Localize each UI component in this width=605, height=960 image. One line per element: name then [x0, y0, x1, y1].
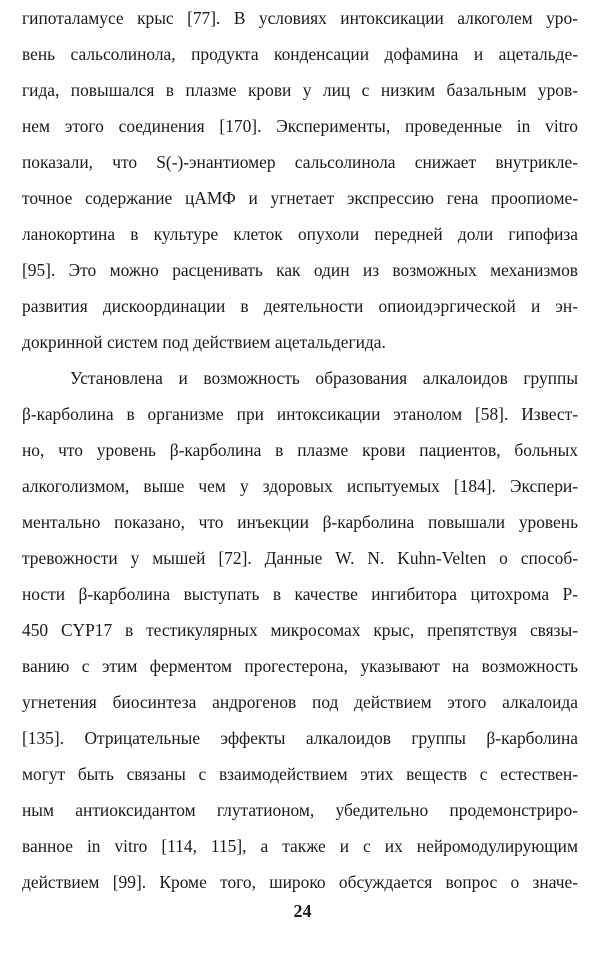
text-line: могут быть связаны с взаимодействием этих веществ с естествен-	[22, 764, 578, 784]
text-line: [95]. Это можно расценивать как один из возможных механизмов	[22, 260, 578, 280]
text-line: но, что уровень β-карболина в плазме крови пациентов, больных	[22, 440, 578, 460]
text-line: развития дискоординации в деятельности опиоидэргической и эн-	[22, 296, 578, 316]
text-line: нем этого соединения [170]. Эксперименты, проведенные in vitro	[22, 116, 578, 136]
text-line: показали, что S(-)-энантиомер сальсолинола снижает внутрикле-	[22, 152, 578, 172]
text-line: ности β-карболина выступать в качестве ингибитора цитохрома Р-	[22, 584, 578, 604]
text-line-paragraph-end: докринной систем под действием ацетальдегида.	[22, 332, 386, 352]
text-line: ным антиоксидантом глутатионом, убедительно продемонстриро-	[22, 800, 578, 820]
text-line: вень сальсолинола, продукта конденсации дофамина и ацетальде-	[22, 44, 578, 64]
text-line: [135]. Отрицательные эффекты алкалоидов группы β-карболина	[22, 728, 578, 748]
text-line: действием [99]. Кроме того, широко обсуждается вопрос о значе-	[22, 872, 578, 892]
text-line: точное содержание цАМФ и угнетает экспрессию гена проопиоме-	[22, 188, 578, 208]
text-line: гипоталамусе крыс [77]. В условиях интоксикации алкоголем уро-	[22, 8, 578, 28]
text-line: ланокортина в культуре клеток опухоли передней доли гипофиза	[22, 224, 578, 244]
page-number: 24	[293, 901, 312, 921]
text-line: 450 CYP17 в тестикулярных микросомах крыс, препятствуя связы-	[22, 620, 578, 640]
text-line: ментально показано, что инъекции β-карболина повышали уровень	[22, 512, 578, 532]
text-line: ванию с этим ферментом прогестерона, указывают на возможность	[22, 656, 578, 676]
text-line: гида, повышался в плазме крови у лиц с низким базальным уров-	[22, 80, 578, 100]
text-line: алкоголизмом, выше чем у здоровых испытуемых [184]. Экспери-	[22, 476, 578, 496]
text-line: β-карболина в организме при интоксикации этанолом [58]. Извест-	[22, 404, 578, 424]
text-line-paragraph-start: Установлена и возможность образования алкалоидов группы	[70, 368, 578, 388]
text-line: угнетения биосинтеза андрогенов под действием этого алкалоида	[22, 692, 578, 712]
text-line: тревожности у мышей [72]. Данные W. N. Kuhn-Velten о способ-	[22, 548, 578, 568]
text-line: ванное in vitro [114, 115], а также и с их нейромодулирующим	[22, 836, 578, 856]
